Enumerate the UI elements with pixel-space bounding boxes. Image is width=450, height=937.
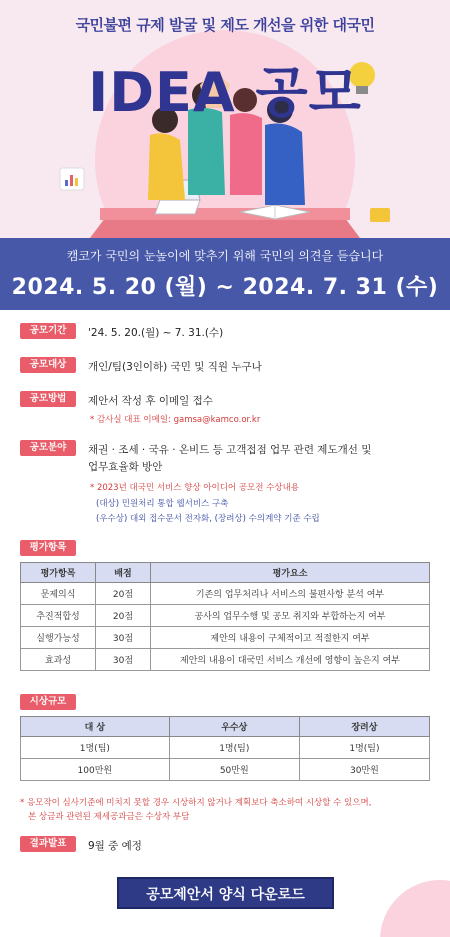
hero-section	[0, 0, 450, 238]
table-cell: 50만원	[169, 759, 299, 781]
folder-icon	[370, 208, 390, 222]
table-cell: 1명(팀)	[21, 737, 170, 759]
decorative-blob	[380, 880, 450, 937]
table-cell: 제안의 내용이 구체적이고 적절한지 여부	[151, 627, 430, 649]
table-header-row	[21, 563, 430, 583]
table-cell: 공사의 업무수행 및 공모 취지와 부합하는지 여부	[151, 605, 430, 627]
target-label: 공모대상	[20, 357, 76, 373]
field-text-line1: 채권 · 조세 · 국유 · 온비드 등 고객접점 업무 관련 제도개선 및	[88, 444, 372, 456]
evaluation-table	[20, 562, 430, 671]
table-row	[21, 737, 430, 759]
table-cell: 20점	[96, 605, 151, 627]
period-text: '24. 5. 20.(월) ~ 7. 31.(수)	[88, 327, 224, 339]
period-label: 공모기간	[20, 323, 76, 339]
table-row	[21, 649, 430, 671]
table-header: 대 상	[21, 717, 170, 737]
chart-card-icon	[60, 168, 84, 190]
evaluation-label: 평가항목	[20, 540, 76, 556]
table-cell: 1명(팀)	[169, 737, 299, 759]
field-award-grand: (대상) 민원처리 통합 웹서비스 구축	[96, 499, 229, 509]
table-header: 우수상	[169, 717, 299, 737]
table-cell: 30점	[96, 627, 151, 649]
awards-table	[20, 716, 430, 781]
field-award-note: * 2023년 대국민 서비스 향상 아이디어 공모전 수상내용	[90, 483, 300, 493]
result-label: 결과발표	[20, 836, 76, 852]
table-cell: 실행가능성	[21, 627, 96, 649]
method-email-note: * 감사실 대표 이메일: gamsa@kamco.or.kr	[90, 415, 261, 425]
table-header: 장려상	[299, 717, 429, 737]
table-cell: 30만원	[299, 759, 429, 781]
table-cell: 1명(팀)	[299, 737, 429, 759]
method-text: 제안서 작성 후 이메일 접수	[88, 395, 213, 407]
table-cell: 20점	[96, 583, 151, 605]
target-text: 개인/팀(3인이하) 국민 및 직원 누구나	[88, 361, 262, 373]
field-award-others: (우수상) 대외 접수문서 전자화, (장려상) 수의계약 기준 수립	[96, 514, 320, 524]
awards-note-line1: * 응모작이 심사기준에 미치지 못할 경우 시상하지 않거나 계획보다 축소하여 시상할 수 있으며,	[20, 798, 372, 808]
banner-date-range: 2024. 5. 20 (월) ~ 2024. 7. 31 (수)	[11, 275, 439, 300]
table-cell: 문제의식	[21, 583, 96, 605]
hero-subtitle: 국민불편 규제 발굴 및 제도 개선을 위한 대국민	[75, 16, 375, 34]
date-banner	[0, 238, 450, 310]
table-row	[21, 583, 430, 605]
result-text: 9월 중 예정	[88, 840, 142, 852]
table-header-row	[21, 717, 430, 737]
table-cell: 100만원	[21, 759, 170, 781]
method-label: 공모방법	[20, 391, 76, 407]
table-row	[21, 627, 430, 649]
banner-intro-text: 캠코가 국민의 눈높이에 맞추기 위해 국민의 의견을 듣습니다	[66, 249, 384, 263]
table-row	[21, 759, 430, 781]
table-cell: 30점	[96, 649, 151, 671]
download-form-button[interactable]: 공모제안서 양식 다운로드	[117, 877, 334, 909]
table-cell: 제안의 내용이 대국민 서비스 개선에 영향이 높은지 여부	[151, 649, 430, 671]
table-cell: 기존의 업무처리나 서비스의 불편사항 분석 여부	[151, 583, 430, 605]
table-header: 배점	[96, 563, 151, 583]
table-row	[21, 605, 430, 627]
field-label: 공모분야	[20, 440, 76, 456]
table-header: 평가요소	[151, 563, 430, 583]
awards-label: 시상규모	[20, 694, 76, 710]
hero-title: IDEA 공모	[88, 61, 362, 124]
table-cell: 추진적합성	[21, 605, 96, 627]
table-cell: 효과성	[21, 649, 96, 671]
table-header: 평가항목	[21, 563, 96, 583]
field-text-line2: 업무효율화 방안	[88, 461, 163, 473]
awards-note-line2: 본 상금과 관련된 제세공과금은 수상자 부담	[28, 812, 190, 822]
